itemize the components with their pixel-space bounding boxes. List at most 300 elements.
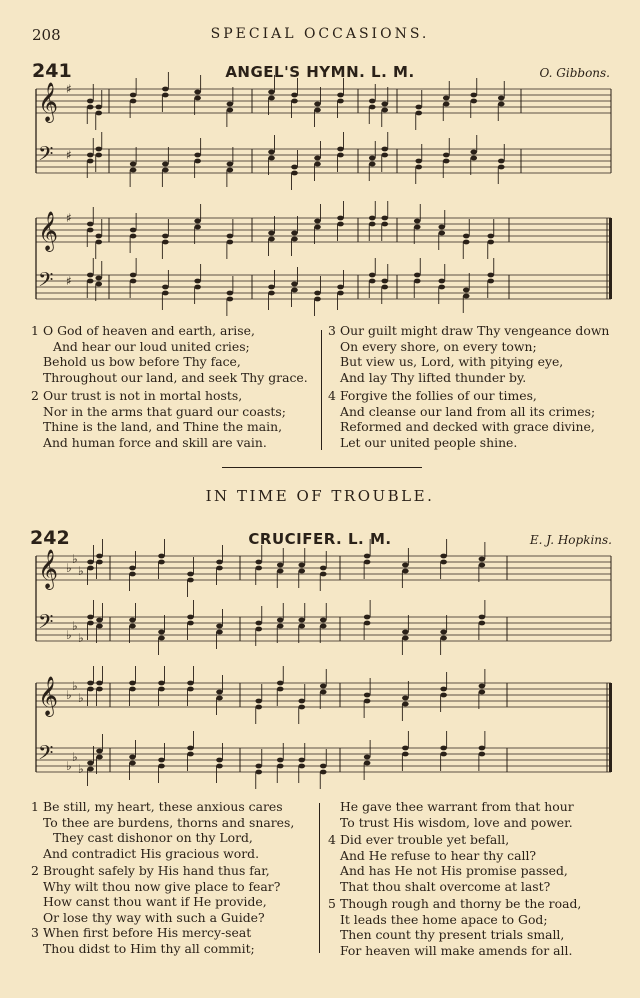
- note-head: [216, 566, 223, 571]
- note-head: [187, 746, 194, 751]
- note-head: [187, 578, 194, 583]
- note-head: [268, 285, 275, 290]
- note-head: [314, 297, 321, 302]
- note-head: [227, 240, 234, 245]
- note-head: [216, 560, 223, 565]
- stanza-241-1: [31, 323, 308, 385]
- note-head: [414, 273, 421, 278]
- note-head: [498, 96, 505, 101]
- note-head: [337, 216, 344, 221]
- note-head: [440, 687, 447, 692]
- note-head: [291, 171, 298, 176]
- note-head: [130, 228, 137, 233]
- note-head: [369, 99, 376, 104]
- note-head: [277, 624, 284, 629]
- note-head: [440, 560, 447, 565]
- note-head: [364, 693, 371, 698]
- note-head: [158, 554, 165, 559]
- note-head: [194, 279, 201, 284]
- note-head: [158, 758, 165, 763]
- note-head: [277, 758, 284, 763]
- note-head: [187, 615, 194, 620]
- note-head: [381, 222, 388, 227]
- note-head: [87, 273, 94, 278]
- note-head: [194, 153, 201, 158]
- stanza-242-5: [328, 896, 581, 958]
- note-head: [96, 624, 103, 629]
- note-head: [87, 560, 94, 565]
- note-head: [337, 153, 344, 158]
- note-head: [314, 162, 321, 167]
- note-head: [216, 630, 223, 635]
- stanza-line: Thou didst to Him thy all commit;: [43, 940, 255, 956]
- note-head: [95, 282, 102, 287]
- note-head: [87, 767, 94, 772]
- note-head: [255, 770, 262, 775]
- note-head: [381, 285, 388, 290]
- stanza-line: For heaven will make amends for all.: [340, 942, 573, 958]
- note-head: [479, 752, 486, 757]
- note-head: [443, 102, 450, 107]
- stanza-line: Or lose thy way with such a Guide?: [43, 909, 265, 925]
- note-head: [402, 746, 409, 751]
- note-head: [314, 156, 321, 161]
- flat-sign: ♭: [72, 679, 78, 693]
- stanza-241-4: [328, 388, 595, 450]
- note-head: [96, 681, 103, 686]
- note-head: [291, 282, 298, 287]
- note-head: [187, 681, 194, 686]
- note-head: [337, 285, 344, 290]
- flat-sign: ♭: [66, 561, 72, 575]
- stanza-line: And contradict His gracious word.: [43, 845, 260, 861]
- stanza-242-3-cont: [328, 799, 574, 830]
- note-head: [381, 108, 388, 113]
- note-head: [87, 687, 94, 692]
- flat-sign: ♭: [66, 759, 72, 773]
- note-head: [470, 150, 477, 155]
- composer-241: O. Gibbons.: [539, 66, 610, 80]
- note-head: [440, 630, 447, 635]
- stanza-number: 1: [31, 799, 39, 814]
- note-head: [298, 624, 305, 629]
- stanza-line: Brought safely by His hand thus far,: [43, 863, 270, 878]
- stanza-242-2: [31, 863, 280, 925]
- note-head: [162, 168, 169, 173]
- stanza-line: When first before His mercy-seat: [43, 925, 252, 940]
- note-head: [96, 560, 103, 565]
- note-head: [402, 752, 409, 757]
- bass-clef: 𝄢: [38, 610, 54, 638]
- stanza-line: Let our united people shine.: [340, 434, 518, 450]
- section-title: IN TIME OF TROUBLE.: [205, 487, 435, 505]
- note-head: [314, 219, 321, 224]
- note-head: [470, 93, 477, 98]
- stanza-line: And hear our loud united cries;: [53, 338, 250, 354]
- note-head: [381, 147, 388, 152]
- note-head: [162, 291, 169, 296]
- note-head: [158, 764, 165, 769]
- note-head: [255, 560, 262, 565]
- stanza-line: To thee are burdens, thorns and snares,: [43, 814, 295, 830]
- note-head: [440, 693, 447, 698]
- final-bar-thick: [609, 218, 612, 299]
- tune-name-241: ANGEL'S HYMN. L. M.: [225, 63, 415, 81]
- note-head: [298, 699, 305, 704]
- note-head: [314, 291, 321, 296]
- flat-sign: ♭: [66, 628, 72, 642]
- note-head: [314, 102, 321, 107]
- note-head: [337, 291, 344, 296]
- note-head: [402, 702, 409, 707]
- note-head: [498, 102, 505, 107]
- sharp-sign: ♯: [66, 148, 72, 162]
- stanza-line: Did ever trouble yet befall,: [340, 832, 510, 847]
- note-head: [87, 105, 94, 110]
- stanza-line: Reformed and decked with grace divine,: [340, 419, 595, 434]
- note-head: [216, 624, 223, 629]
- note-head: [96, 749, 103, 754]
- treble-clef: 𝄞: [38, 82, 59, 122]
- note-head: [87, 615, 94, 620]
- note-head: [255, 699, 262, 704]
- note-head: [162, 240, 169, 245]
- tune-name-242: CRUCIFER. L. M.: [248, 530, 392, 548]
- note-head: [463, 288, 470, 293]
- note-head: [463, 234, 470, 239]
- stanza-number: 2: [31, 863, 39, 878]
- note-head: [158, 560, 165, 565]
- note-head: [129, 566, 136, 571]
- note-head: [95, 111, 102, 116]
- note-head: [162, 285, 169, 290]
- note-head: [369, 222, 376, 227]
- note-head: [129, 761, 136, 766]
- note-head: [130, 99, 137, 104]
- note-head: [227, 291, 234, 296]
- note-head: [402, 636, 409, 641]
- note-head: [298, 569, 305, 574]
- note-head: [95, 105, 102, 110]
- note-head: [337, 147, 344, 152]
- note-head: [162, 87, 169, 92]
- note-head: [216, 764, 223, 769]
- note-head: [255, 566, 262, 571]
- note-head: [87, 761, 94, 766]
- stanza-line: Then count thy present trials small,: [340, 927, 565, 942]
- stanza-number: 3: [31, 925, 39, 940]
- stanza-line: But view us, Lord, with pitying eye,: [340, 354, 564, 369]
- stanza-number: 4: [328, 388, 336, 403]
- stanza-number: 3: [328, 323, 336, 338]
- note-head: [268, 90, 275, 95]
- note-head: [277, 687, 284, 692]
- note-head: [298, 764, 305, 769]
- note-head: [337, 93, 344, 98]
- note-head: [364, 699, 371, 704]
- stanza-line: Though rough and thorny be the road,: [340, 896, 582, 911]
- stanza-line: They cast dishonor on thy Lord,: [53, 830, 253, 845]
- note-head: [479, 563, 486, 568]
- note-head: [187, 621, 194, 626]
- note-head: [364, 755, 371, 760]
- note-head: [95, 276, 102, 281]
- note-head: [87, 279, 94, 284]
- note-head: [320, 684, 327, 689]
- stanza-line: He gave thee warrant from that hour: [340, 799, 574, 814]
- note-head: [320, 770, 327, 775]
- note-head: [87, 228, 94, 233]
- note-head: [498, 159, 505, 164]
- note-head: [438, 285, 445, 290]
- note-head: [369, 156, 376, 161]
- note-head: [470, 99, 477, 104]
- note-head: [402, 569, 409, 574]
- note-head: [96, 755, 103, 760]
- note-head: [487, 279, 494, 284]
- stanza-line: Behold us bow before Thy face,: [43, 354, 241, 369]
- note-head: [479, 557, 486, 562]
- note-head: [255, 705, 262, 710]
- column-divider: [321, 330, 322, 450]
- note-head: [194, 219, 201, 224]
- stanza-line: And He refuse to hear thy call?: [340, 847, 537, 863]
- stanza-line: That thou shalt overcome at last?: [340, 878, 551, 894]
- stanza-line: O God of heaven and earth, arise,: [43, 323, 255, 338]
- note-head: [162, 93, 169, 98]
- note-head: [95, 240, 102, 245]
- note-head: [438, 231, 445, 236]
- flat-sign: ♭: [66, 688, 72, 702]
- note-head: [320, 764, 327, 769]
- note-head: [95, 153, 102, 158]
- stanza-line: And human force and skill are vain.: [43, 434, 267, 450]
- note-head: [162, 162, 169, 167]
- note-head: [187, 572, 194, 577]
- stanza-line: Be still, my heart, these anxious cares: [43, 799, 283, 814]
- note-head: [479, 684, 486, 689]
- page-number: 208: [32, 26, 61, 44]
- note-head: [255, 621, 262, 626]
- note-head: [414, 219, 421, 224]
- note-head: [227, 108, 234, 113]
- stanza-line: Our trust is not in mortal hosts,: [43, 388, 243, 403]
- note-head: [443, 159, 450, 164]
- note-head: [268, 156, 275, 161]
- flat-sign: ♭: [78, 691, 84, 705]
- note-head: [487, 234, 494, 239]
- note-head: [443, 153, 450, 158]
- stanza-242-4: [328, 832, 568, 894]
- note-head: [162, 234, 169, 239]
- column-divider: [319, 803, 320, 953]
- flat-sign: ♭: [72, 552, 78, 566]
- note-head: [87, 566, 94, 571]
- note-head: [129, 681, 136, 686]
- note-head: [487, 240, 494, 245]
- note-head: [381, 102, 388, 107]
- note-head: [87, 681, 94, 686]
- note-head: [87, 153, 94, 158]
- note-head: [130, 279, 137, 284]
- note-head: [498, 165, 505, 170]
- note-head: [268, 237, 275, 242]
- note-head: [130, 273, 137, 278]
- note-head: [129, 624, 136, 629]
- note-head: [216, 696, 223, 701]
- note-head: [364, 761, 371, 766]
- note-head: [479, 746, 486, 751]
- note-head: [337, 222, 344, 227]
- note-head: [277, 563, 284, 568]
- note-head: [96, 554, 103, 559]
- stanza-line: And cleanse our land from all its crimes;: [340, 403, 596, 419]
- note-head: [381, 279, 388, 284]
- note-head: [443, 96, 450, 101]
- note-head: [194, 96, 201, 101]
- note-head: [96, 687, 103, 692]
- note-head: [369, 216, 376, 221]
- note-head: [402, 630, 409, 635]
- note-head: [158, 681, 165, 686]
- note-head: [227, 162, 234, 167]
- note-head: [402, 696, 409, 701]
- note-head: [255, 764, 262, 769]
- note-head: [298, 705, 305, 710]
- note-head: [129, 618, 136, 623]
- note-head: [463, 240, 470, 245]
- note-head: [320, 624, 327, 629]
- stanza-number: 4: [328, 832, 336, 847]
- note-head: [364, 560, 371, 565]
- hymn-number-241: 241: [32, 60, 72, 82]
- note-head: [415, 111, 422, 116]
- sharp-sign: ♯: [66, 82, 72, 96]
- note-head: [277, 569, 284, 574]
- note-head: [291, 93, 298, 98]
- note-head: [227, 102, 234, 107]
- stanza-241-3: [328, 323, 609, 385]
- note-head: [216, 758, 223, 763]
- bass-clef: 𝄢: [38, 741, 54, 769]
- bass-clef: 𝄢: [38, 268, 54, 296]
- stanza-line: Thine is the land, and Thine the main,: [43, 419, 283, 434]
- stanza-line: Forgive the follies of our times,: [340, 388, 537, 403]
- stanza-line: Throughout our land, and seek Thy grace.: [43, 369, 308, 385]
- note-head: [291, 288, 298, 293]
- note-head: [369, 273, 376, 278]
- note-head: [291, 165, 298, 170]
- note-head: [369, 279, 376, 284]
- note-head: [130, 93, 137, 98]
- stanza-number: 2: [31, 388, 39, 403]
- note-head: [158, 630, 165, 635]
- note-head: [438, 279, 445, 284]
- note-head: [479, 690, 486, 695]
- stanza-number: 1: [31, 323, 39, 338]
- note-head: [369, 162, 376, 167]
- note-head: [268, 96, 275, 101]
- running-head: SPECIAL OCCASIONS.: [210, 26, 430, 42]
- note-head: [320, 566, 327, 571]
- note-head: [298, 618, 305, 623]
- note-head: [277, 618, 284, 623]
- note-head: [487, 273, 494, 278]
- note-head: [381, 216, 388, 221]
- note-head: [96, 618, 103, 623]
- note-head: [268, 150, 275, 155]
- stanza-line: How canst thou want if He provide,: [43, 894, 267, 909]
- stanza-line: And has He not His promise passed,: [340, 863, 568, 878]
- note-head: [369, 105, 376, 110]
- note-head: [130, 162, 137, 167]
- note-head: [415, 165, 422, 170]
- section-separator: [222, 467, 422, 468]
- flat-sign: ♭: [78, 631, 84, 645]
- note-head: [320, 618, 327, 623]
- note-head: [291, 99, 298, 104]
- flat-sign: ♭: [72, 750, 78, 764]
- composer-242: E. J. Hopkins.: [529, 533, 612, 547]
- note-head: [314, 108, 321, 113]
- stanza-line: Why wilt thou now give place to fear?: [43, 878, 281, 894]
- note-head: [227, 168, 234, 173]
- bass-clef: 𝄢: [38, 142, 54, 170]
- note-head: [194, 225, 201, 230]
- note-head: [463, 294, 470, 299]
- note-head: [158, 636, 165, 641]
- note-head: [470, 156, 477, 161]
- note-head: [440, 752, 447, 757]
- note-head: [364, 554, 371, 559]
- note-head: [130, 168, 137, 173]
- sharp-sign: ♯: [66, 211, 72, 225]
- note-head: [415, 159, 422, 164]
- note-head: [479, 615, 486, 620]
- stanza-line: It leads thee home apace to God;: [340, 911, 548, 927]
- note-head: [87, 222, 94, 227]
- note-head: [298, 758, 305, 763]
- note-head: [414, 279, 421, 284]
- note-head: [402, 563, 409, 568]
- note-head: [277, 764, 284, 769]
- note-head: [255, 627, 262, 632]
- treble-clef: 𝄞: [38, 676, 59, 716]
- note-head: [187, 752, 194, 757]
- note-head: [130, 234, 137, 239]
- stanza-line: To trust His wisdom, love and power.: [340, 814, 573, 830]
- note-head: [414, 225, 421, 230]
- note-head: [87, 159, 94, 164]
- note-head: [479, 621, 486, 626]
- note-head: [194, 285, 201, 290]
- note-head: [87, 621, 94, 626]
- stanza-line: Nor in the arms that guard our coasts;: [43, 403, 286, 419]
- note-head: [320, 690, 327, 695]
- note-head: [277, 681, 284, 686]
- treble-clef: 𝄞: [38, 549, 59, 589]
- note-head: [129, 572, 136, 577]
- stanza-number: 5: [328, 896, 336, 911]
- note-head: [187, 687, 194, 692]
- note-head: [298, 563, 305, 568]
- note-head: [440, 636, 447, 641]
- note-head: [320, 572, 327, 577]
- stanza-242-3: [31, 925, 255, 956]
- flat-sign: ♭: [78, 564, 84, 578]
- hymn-number-242: 242: [30, 527, 70, 549]
- note-head: [95, 147, 102, 152]
